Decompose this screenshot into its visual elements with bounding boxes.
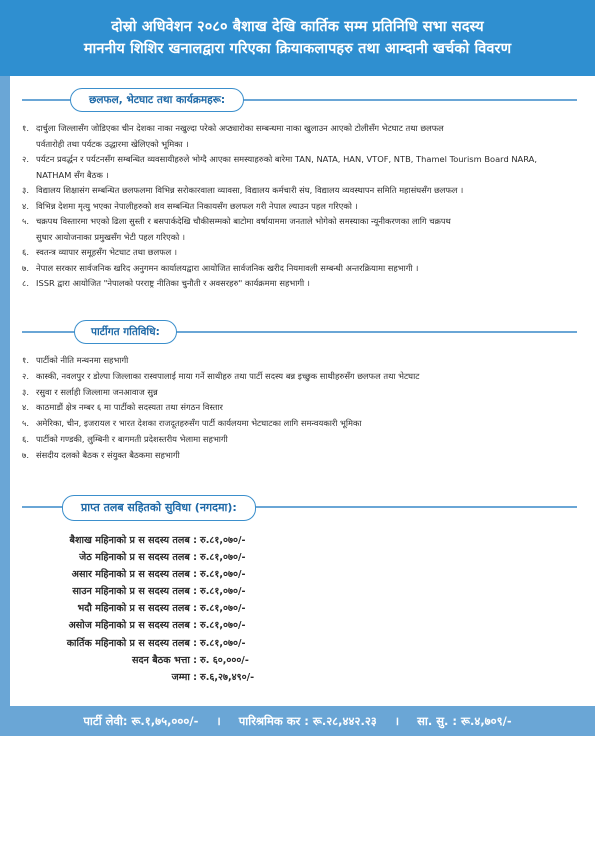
salary-label: बैशाख महिनाको प्र स सदस्य तलब : xyxy=(69,535,197,546)
item-number: ४. xyxy=(22,402,29,413)
item-text: विभिन्न देशमा मृत्यु भएका नेपालीहरुको शव सम्बन्धित निकायसँग छलफल गरी नेपाल ल्याउन पहल गरिएको । xyxy=(36,200,358,211)
section-party-activities-heading xyxy=(22,318,577,346)
party-levy: पार्टी लेवी: रू.१,७५,०००/- xyxy=(83,713,199,728)
item-number: १. xyxy=(22,355,29,365)
item-number: २. xyxy=(22,370,29,381)
salary-row xyxy=(0,618,595,635)
list-item xyxy=(22,122,570,134)
item-number: ६. xyxy=(22,247,29,257)
list-item xyxy=(22,449,570,461)
salary-value: रु.८१,०७०/- xyxy=(200,569,246,581)
item-text: काठमाडौं क्षेत्र नम्बर ६ मा पार्टीको सदस्यता तथा संगठन विस्तार xyxy=(36,402,223,413)
item-number: २. xyxy=(22,154,29,164)
list-item xyxy=(22,401,570,413)
section-title: पार्टीगत गतिविधि: xyxy=(74,320,177,344)
salary-value: रु.८१,०७०/- xyxy=(200,603,246,615)
item-text: पार्टीको गण्डकी, लुम्बिनी र बागमती प्रदेशस्तरीय भेलामा सहभागी xyxy=(36,433,228,444)
salary-label: सदन बैठक भत्ता : xyxy=(131,654,197,666)
footer-separator: । xyxy=(394,713,400,728)
list-item xyxy=(22,200,570,212)
activities-list xyxy=(22,122,570,293)
item-text: NATHAM सँग बैठक । xyxy=(36,169,109,180)
item-text: कास्की, नवलपुर र डोल्पा जिल्लाका रास्वपालाई माया गर्ने साथीहरु तथा पार्टी सदस्य बन्न इच्छुक साथीहरुसँग छलफल तथा भेटघाट xyxy=(36,370,420,381)
list-item xyxy=(22,277,570,289)
item-text: अमेरिका, चीन, इजरायल र भारत देशका राजदूतहरुसँग पार्टी कार्यलयमा भेटघाटका लागि समन्वयकारी भूमिका xyxy=(36,418,362,429)
list-item xyxy=(22,169,570,181)
item-text: स्वतन्त्र व्यापार समूहसँग भेटघाट तथा छलफल । xyxy=(36,247,178,257)
document-header xyxy=(0,0,595,76)
salary-row xyxy=(0,567,595,584)
salary-label: असोज महिनाको प्र स सदस्य तलब : xyxy=(68,620,197,632)
header-title-line-2: माननीय शिशिर खनालद्वारा गरिएका क्रियाकलापहरु तथा आम्दानी खर्चको विवरण xyxy=(83,41,512,57)
salary-label: भदौ महिनाको प्र स सदस्य तलब : xyxy=(77,603,197,615)
header-title-line-1: दोस्रो अधिवेशन २०८० बैशाख देखि कार्तिक सम्म प्रतिनिधि सभा सदस्य xyxy=(111,19,484,35)
list-item xyxy=(22,138,570,150)
salary-value: रु. ६०,०००/- xyxy=(200,654,249,666)
list-item xyxy=(22,184,570,196)
list-item xyxy=(22,386,570,398)
item-text: रसुवा र सर्लाही जिल्लामा जनआवाज सुन्न xyxy=(36,386,158,397)
salary-value: रु.८१,०७०/- xyxy=(200,637,246,649)
party-activities-list xyxy=(22,354,570,465)
salary-value: रु.६,२७,४९०/- xyxy=(200,671,255,683)
salary-label: जम्मा : xyxy=(171,671,197,683)
salary-table xyxy=(0,533,595,687)
salary-value: रु.८१,०७०/- xyxy=(200,535,246,546)
salary-value: रु.८१,०७०/- xyxy=(200,620,246,632)
salary-row xyxy=(0,533,595,550)
deductions-footer xyxy=(0,706,595,736)
item-text: पार्टीको नीति मन्थनमा सहभागी xyxy=(36,355,129,365)
item-text: पर्वतारोही तथा पर्यटक उद्धारमा खेलिएको भूमिका । xyxy=(36,138,189,149)
item-number: १. xyxy=(22,123,29,133)
item-number xyxy=(22,138,36,150)
section-activities-heading xyxy=(22,86,577,114)
salary-label: कार्तिक महिनाको प्र स सदस्य तलब : xyxy=(66,637,197,649)
social-security: सा. सु. : रू.४,७०९/- xyxy=(417,713,512,728)
list-item xyxy=(22,153,570,165)
item-text: ISSR द्वारा आयोजित "नेपालको परराष्ट्र नीतिका चुनौती र अवसरहरु" कार्यक्रममा सहभागी । xyxy=(36,278,310,288)
section-title: प्राप्त तलब सहितको सुविधा (नगदमा): xyxy=(62,495,256,521)
salary-row xyxy=(0,601,595,618)
list-item xyxy=(22,215,570,227)
item-number xyxy=(22,169,36,181)
footer-separator: । xyxy=(216,713,221,728)
item-text: चक्रपथ विस्तारमा भएको ढिला सुस्ती र बसपार्कदेखि चौकीसम्मको बाटोमा वर्षायाममा जनताले भोगेको समस्याका न्यूनीकरणका लागि चक्रपथ xyxy=(36,216,451,226)
salary-row xyxy=(0,550,595,567)
salary-row xyxy=(0,584,595,601)
item-text: संसदीय दलको बैठक र संयुक्त बैठकमा सहभागी xyxy=(36,449,180,460)
list-item xyxy=(22,354,570,366)
item-number: ७. xyxy=(22,262,29,273)
list-item xyxy=(22,231,570,243)
item-number: ६. xyxy=(22,433,29,444)
item-text: नेपाल सरकार सार्वजनिक खरिद अनुगमन कार्यालयद्वारा आयोजित सार्वजनिक खरीद नियमावली सम्बन्धी अन्तरक्रियामा सहभागी । xyxy=(36,262,419,273)
list-item xyxy=(22,262,570,274)
list-item xyxy=(22,433,570,445)
item-number: ३. xyxy=(22,386,29,397)
item-text: विद्यालय शिक्षासंग सम्बन्धित छलफलमा विभिन्न सरोकारवाला व्यावसा, विद्यालय कर्मचारी संघ, विद्यालय व्यवस्थापन समिति महासंघसँग छलफल । xyxy=(36,185,464,195)
item-number xyxy=(22,231,36,243)
salary-label: साउन महिनाको प्र स सदस्य तलब : xyxy=(72,586,197,598)
list-item xyxy=(22,246,570,258)
item-text: सुधार आयोजनाका प्रमुखसँग भेटी पहल गरिएको । xyxy=(36,231,186,242)
item-number: ७. xyxy=(22,449,29,460)
salary-value: रु.८१,०७०/- xyxy=(200,586,246,598)
list-item xyxy=(22,417,570,429)
salary-row xyxy=(0,653,595,670)
section-salary-heading xyxy=(22,493,577,521)
item-number: ५. xyxy=(22,418,29,429)
item-number: ४. xyxy=(22,200,29,211)
list-item xyxy=(22,370,570,382)
remuneration-tax: पारिश्रमिक कर : रू.२८,४४२.२३ xyxy=(238,713,377,728)
salary-value: रु.८१,०७०/- xyxy=(200,552,246,564)
salary-total-row xyxy=(0,670,595,687)
item-number: ३. xyxy=(22,185,29,195)
section-title: छलफल, भेटघाट तथा कार्यक्रमहरू: xyxy=(70,88,244,112)
salary-label: जेठ महिनाको प्र स सदस्य तलब : xyxy=(79,552,197,564)
salary-row xyxy=(0,636,595,653)
item-text: दार्चुला जिल्लासँग जोडिएका चीन देशका नाका नखुल्दा परेको अप्ठ्यारोका सम्बन्धमा नाका खुलाउन आएको टोलीसँग भेटघाट तथा छलफल xyxy=(36,123,444,133)
item-number: ८. xyxy=(22,278,29,288)
salary-label: असार महिनाको प्र स सदस्य तलब : xyxy=(71,569,197,581)
item-number: ५. xyxy=(22,216,29,226)
item-text: पर्यटन प्रवर्द्धन र पर्यटनसँग सम्बन्धित व्यवसायीहरुले भोग्दै आएका समस्याहरुको बारेमा TAN, NATA, HAN, VTOF, NTB, Thamel Tourism Board NARA, xyxy=(36,154,537,164)
